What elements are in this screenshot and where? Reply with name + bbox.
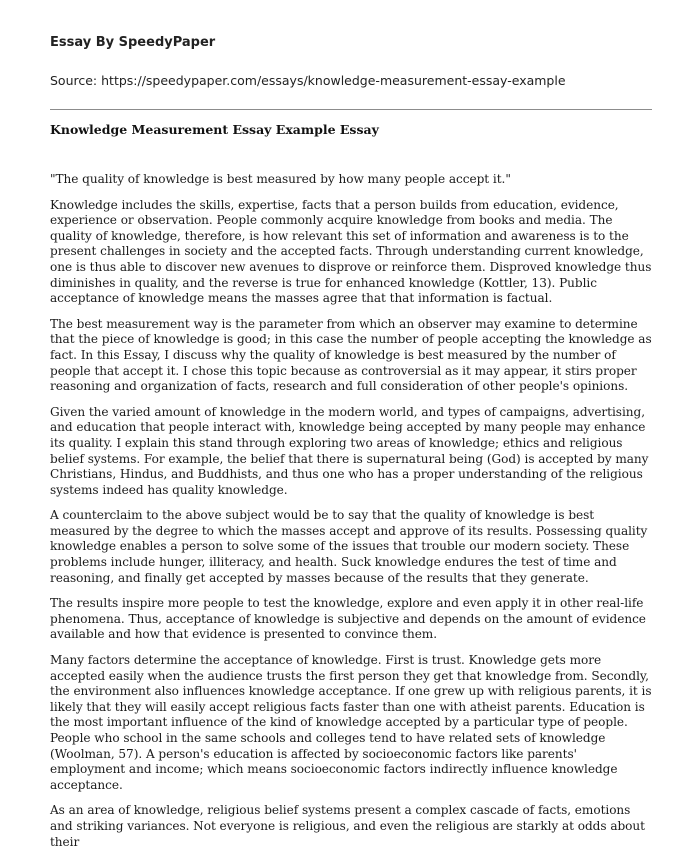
document-header	[50, 34, 654, 89]
essay-body	[50, 172, 652, 860]
source-line: Source: https://speedypaper.com/essays/knowledge-measurement-essay-example	[50, 73, 566, 88]
essay-title: Knowledge Measurement Essay Example Essay	[50, 122, 379, 137]
essay-paragraph: A counterclaim to the above subject would be to say that the quality of knowledge is best measured by the degree to which the masses accept and approve of its results. Possessing quality knowledge enables a person to solve some of the issues that trouble our modern society. These problems include hunger, illiteracy, and health. Suck knowledge endures the test of time and reasoning, and finally get accepted by masses because of the results that they generate.	[50, 508, 648, 585]
essay-paragraph: Knowledge includes the skills, expertise, facts that a person builds from education, evidence, experience or observation. People commonly acquire knowledge from books and media. The quality of knowledge, therefore, is how relevant this set of information and awareness is to the present challenges in society and the accepted facts. Through understanding current knowledge, one is thus able to discover new avenues to disprove or reinforce them. Disproved knowledge thus diminishes in quality, and the reverse is true for enhanced knowledge (Kottler, 13). Public acceptance of knowledge means the masses agree that that information is factual.	[50, 197, 652, 306]
header-divider	[50, 109, 652, 110]
essay-paragraph: Given the varied amount of knowledge in the modern world, and types of campaigns, advertising, and education that people interact with, knowledge being accepted by many people may enhance its quality. I explain this stand through exploring two areas of knowledge; ethics and religious belief systems. For example, the belief that there is supernatural being (God) is accepted by many Christians, Hindus, and Buddhists, and thus one who has a proper understanding of the religious systems indeed has quality knowledge.	[50, 404, 649, 497]
essay-paragraph: The best measurement way is the parameter from which an observer may examine to determine that the piece of knowledge is good; in this case the number of people accepting the knowledge as fact. In this Essay, I discuss why the quality of knowledge is best measured by the number of people that accept it. I chose this topic because as controversial as it may appear, it stirs proper reasoning and organization of facts, research and full consideration of other people's opinions.	[50, 316, 652, 394]
essay-paragraph: As an area of knowledge, religious belief systems present a complex cascade of facts, emotions and striking variances. Not everyone is religious, and even the religious are starkly at odds about their	[50, 803, 645, 849]
essay-paragraph: "The quality of knowledge is best measured by how many people accept it."	[50, 172, 511, 186]
brand-title: Essay By SpeedyPaper	[50, 35, 216, 50]
essay-paragraph: The results inspire more people to test the knowledge, explore and even apply it in other real-life phenomena. Thus, acceptance of knowledge is subjective and depends on the amount of evidence available and how that evidence is presented to convince them.	[50, 596, 646, 642]
essay-paragraph: Many factors determine the acceptance of knowledge. First is trust. Knowledge gets more accepted easily when the audience trusts the first person they get that knowledge from. Secondly, the environment also influences knowledge acceptance. If one grew up with religious parents, it is likely that they will easily accept religious facts faster than one with atheist parents. Education is the most important influence of the kind of knowledge accepted by a particular type of people. People who school in the same schools and colleges tend to have related sets of knowledge (Woolman, 57). A person's education is affected by socioeconomic factors like parents' employment and income; which means socioeconomic factors indirectly influence knowledge acceptance.	[50, 653, 652, 792]
